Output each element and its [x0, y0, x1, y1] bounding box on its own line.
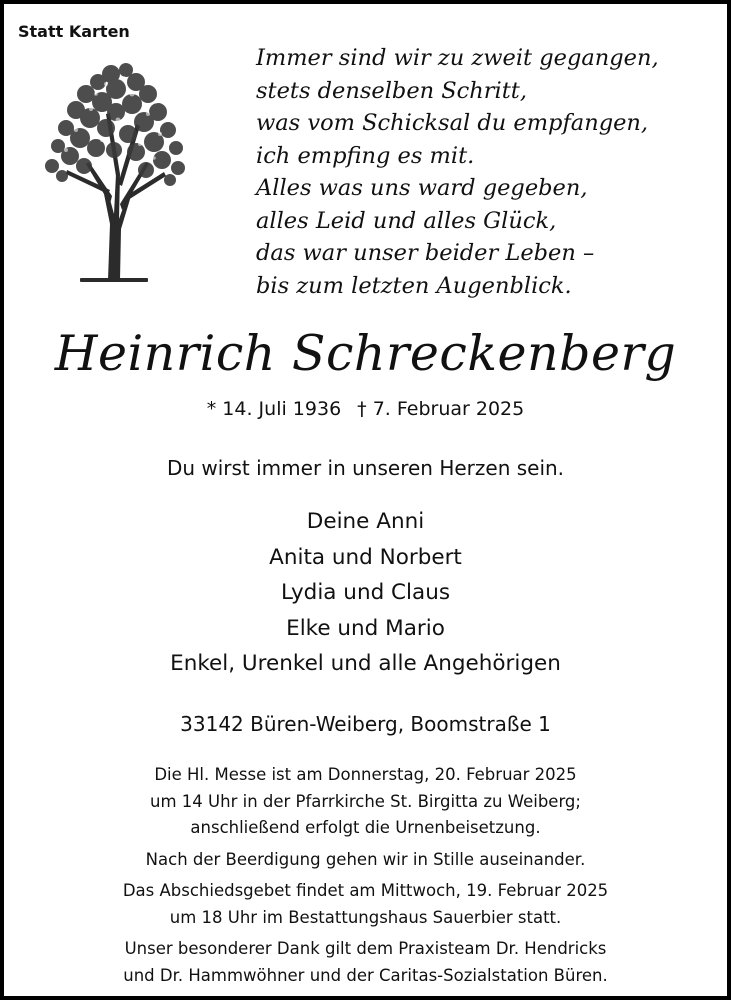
birth-date: * 14. Juli 1936: [206, 398, 342, 420]
prayer-line: um 18 Uhr im Bestattungshaus Sauerbier statt.: [169, 907, 562, 927]
poem-line: alles Leid und alles Glück,: [256, 207, 557, 234]
death-date: † 7. Februar 2025: [357, 398, 525, 420]
motto: Du wirst immer in unseren Herzen sein.: [166, 456, 565, 480]
funeral-notes: [4, 762, 727, 989]
mass-line: um 14 Uhr in der Pfarrkirche St. Birgitta zu Weiberg;: [150, 791, 581, 811]
tree-illustration: [36, 54, 186, 286]
poem-line: Alles was uns ward gegeben,: [256, 175, 588, 201]
life-dates: [4, 398, 727, 420]
deceased-name: Heinrich Schreckenberg: [54, 325, 677, 382]
poem: [256, 42, 659, 302]
poem-line: stets denselben Schritt,: [256, 77, 527, 104]
mass-line: anschließend erfolgt die Urnenbeisetzung.: [190, 818, 541, 837]
farewell-line: Nach der Beerdigung gehen wir in Stille auseinander.: [145, 849, 586, 869]
mourner: Elke und Mario: [286, 615, 445, 641]
mourner: Lydia und Claus: [280, 580, 451, 605]
mourner: Enkel, Urenkel und alle Angehörigen: [170, 651, 561, 676]
poem-line: das war unser beider Leben –: [256, 240, 595, 266]
poem-line: Immer sind wir zu zweit gegangen,: [256, 45, 659, 71]
mourner: Anita und Norbert: [269, 544, 462, 570]
poem-line: ich empfing es mit.: [256, 142, 475, 169]
mourner: Deine Anni: [306, 509, 425, 534]
header-note: Statt Karten: [18, 22, 130, 41]
thanks-line: Unser besonderer Dank gilt dem Praxisteam Dr. Hendricks: [124, 939, 607, 958]
address: 33142 Büren-Weiberg, Boomstraße 1: [180, 712, 551, 736]
mourners-list: [4, 504, 727, 682]
poem-line: was vom Schicksal du empfangen,: [256, 110, 649, 136]
thanks-line: und Dr. Hammwöhner und der Caritas-Sozialstation Büren.: [123, 965, 608, 985]
poem-line: bis zum letzten Augenblick.: [256, 272, 572, 299]
prayer-line: Das Abschiedsgebet findet am Mittwoch, 19. Februar 2025: [122, 881, 609, 900]
mass-line: Die Hl. Messe ist am Donnerstag, 20. Februar 2025: [154, 765, 577, 784]
